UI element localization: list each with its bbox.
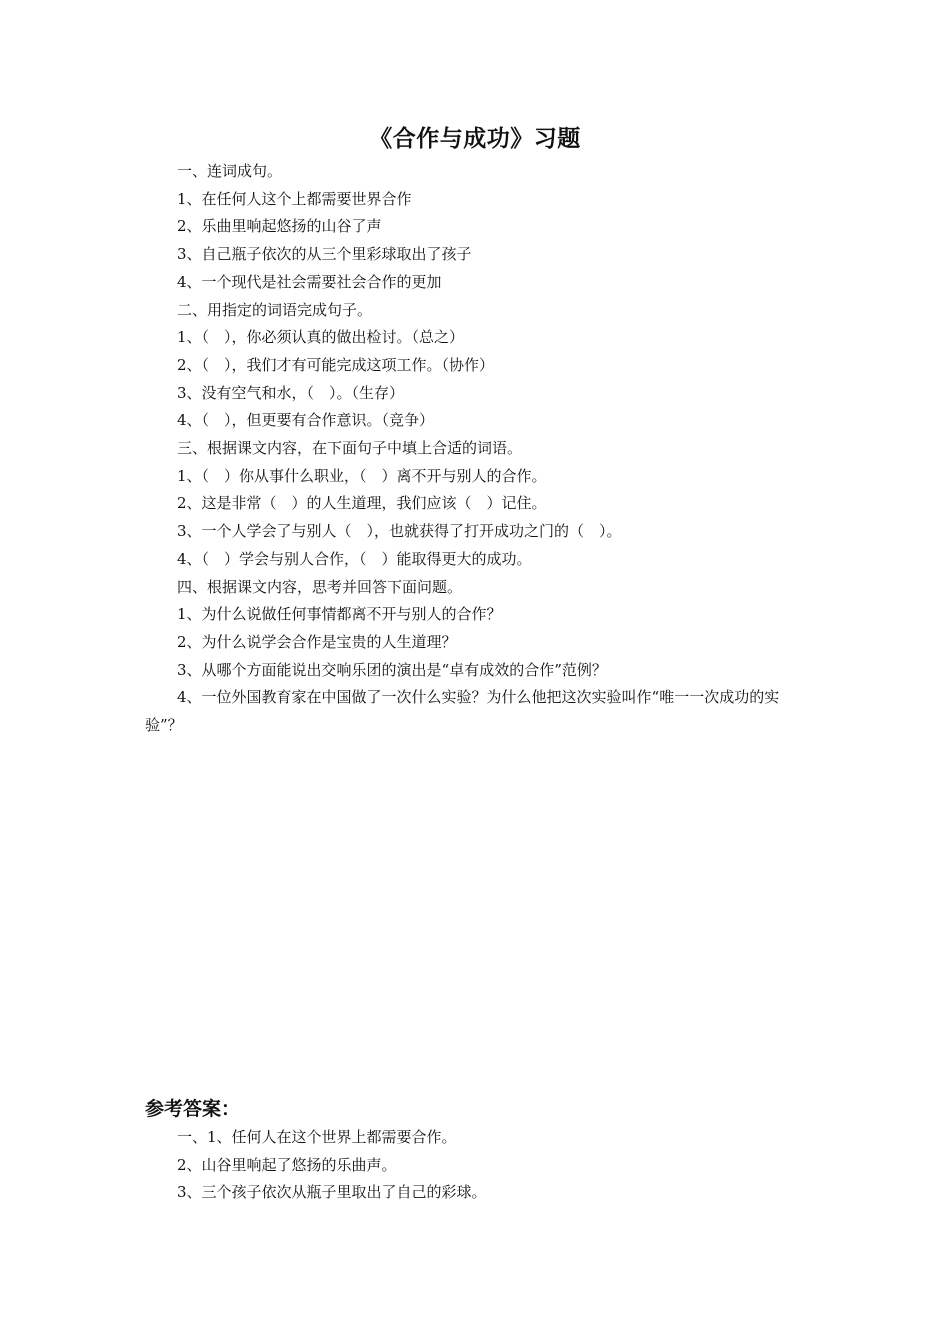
answer-item: 一、1、任何人在这个世界上都需要合作。	[177, 1128, 457, 1146]
question-item: 4、一个现代是社会需要社会合作的更加	[177, 272, 442, 291]
question-item: 3、一个人学会了与别人（ ），也就获得了打开成功之门的（ ）。	[177, 522, 622, 541]
section-heading: 三、根据课文内容，在下面句子中填上合适的词语。	[177, 439, 523, 458]
question-item: 2、为什么说学会合作是宝贵的人生道理？	[177, 632, 457, 651]
page-title: 《合作与成功》习题	[369, 126, 581, 152]
question-item: 4、（ ），但更要有合作意识。（竞争）	[177, 411, 435, 430]
question-item: 1、为什么说做任何事情都离不开与别人的合作？	[177, 605, 502, 624]
question-item: 1、（ ）你从事什么职业，（ ）离不开与别人的合作。	[177, 466, 547, 485]
answer-item: 3、三个孩子依次从瓶子里取出了自己的彩球。	[177, 1183, 487, 1202]
question-item: 1、在任何人这个上都需要世界合作	[177, 189, 412, 208]
answer-item: 2、山谷里响起了悠扬的乐曲声。	[177, 1155, 397, 1174]
section-heading: 一、连词成句。	[177, 162, 283, 180]
question-item: 2、乐曲里响起悠扬的山谷了声	[177, 217, 382, 236]
question-item: 4、一位外国教育家在中国做了一次什么实验？为什么他把这次实验叫作“唯一一次成功的实验”？	[145, 688, 780, 735]
question-item: 4、（ ）学会与别人合作，（ ）能取得更大的成功。	[177, 549, 532, 568]
section-heading: 二、用指定的词语完成句子。	[177, 300, 373, 319]
answers-title: 参考答案：	[145, 1098, 241, 1120]
exercise-list	[145, 158, 810, 740]
answer-list	[145, 1124, 810, 1207]
question-item: 2、这是非常（ ）的人生道理，我们应该（ ）记住。	[177, 494, 547, 513]
question-item: 3、从哪个方面能说出交响乐团的演出是“卓有成效的合作”范例？	[177, 660, 607, 679]
question-item: 2、（ ），我们才有可能完成这项工作。（协作）	[177, 355, 495, 374]
section-heading: 四、根据课文内容，思考并回答下面问题。	[177, 577, 463, 596]
question-item: 3、自己瓶子依次的从三个里彩球取出了孩子	[177, 245, 472, 264]
question-item: 1、（ ），你必须认真的做出检讨。（总之）	[177, 328, 465, 347]
question-item: 3、没有空气和水，（ ）。（生存）	[177, 383, 405, 402]
